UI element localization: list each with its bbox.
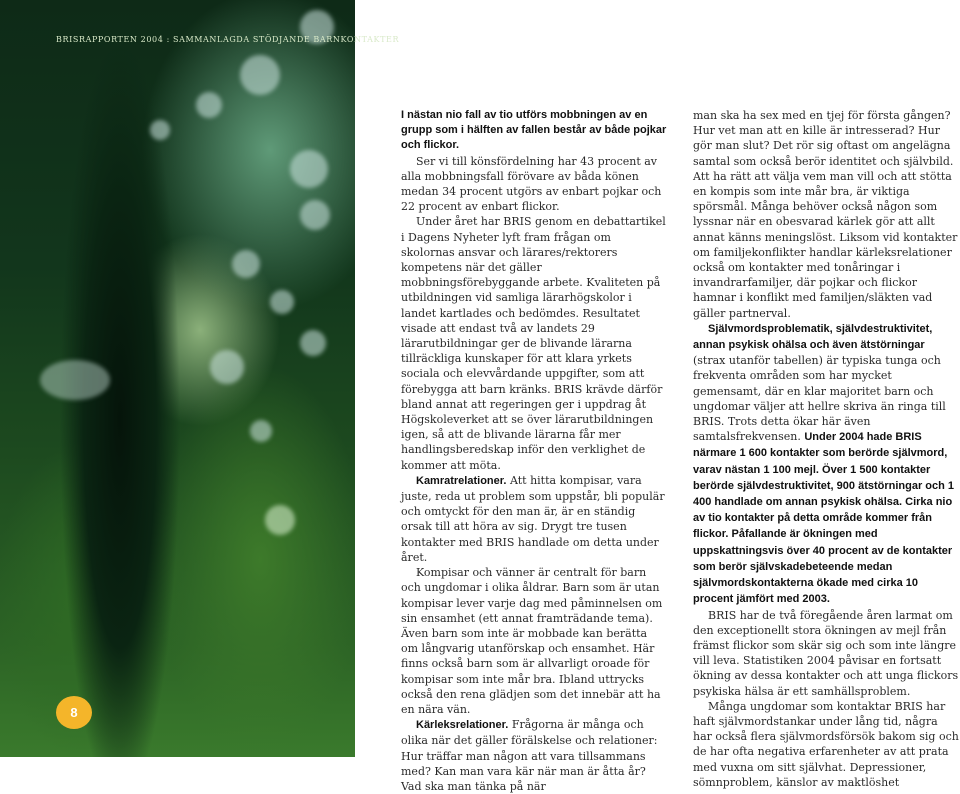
bokeh-light	[290, 150, 328, 188]
paragraph: Under året har BRIS genom en debattartikel i Dagens Nyheter lyft fram frågan om skolornas ansvar och lärares/rektorers kompetens när det gäller mobbningsförebyggande arbete. Kvaliteten på utbildningen vid samliga lärarhögskolor i landet kartlades och bedömdes. Resultatet visade att endast två av landets 29 lärarutbildningar ger de blivande lärarna tillräckliga kunskaper för att klara yrkets sociala och elevvårdande uppgifter, som att förebygga att barn kränks. BRIS krävde därför bland annat att regeringen ger i uppdrag åt Högskoleverket att se över lärarutbildningen igen, så att de blivande lärarna får mer handlingsberedskap inför den verklighet de kommer att möta.	[401, 215, 666, 472]
paragraph	[401, 717, 667, 794]
bokeh-light	[250, 420, 272, 442]
bokeh-light	[210, 350, 244, 384]
section-heading-karleksrelationer: Kärleksrelationer.	[416, 719, 509, 732]
paragraph-text: (strax utanför tabellen) är typiska tunga och frekventa områden som har mycket gemensamt, där en klar majoritet barn och ungdomar väljer att hellre skriva än ringa till BRIS. Trots detta ökar här även samtalsfrekvensen.	[693, 354, 946, 444]
right-text-column	[693, 108, 959, 790]
left-text-column	[401, 108, 667, 794]
highlighted-statistics: Under 2004 hade BRIS närmare 1 600 kontakter som berörde självmord, varav nästan 1 100 mejl. Över 1 500 kontakter berörde självdestruktivitet, 900 ätstörningar och 1 400 handlade om annan psykisk ohälsa. Cirka nio av tio kontakter på detta område kommer från flickor. Påfallande är ökningen med uppskattningsvis över 40 procent av de kontakter som berör självskadebeteende medan självmordskontakterna ökade med cirka 10 procent jämfört med 2003.	[693, 431, 955, 606]
section-heading-kamratrelationer: Kamratrelationer.	[416, 474, 507, 487]
lead-paragraph: I nästan nio fall av tio utförs mobbningen av en grupp som i hälften av fallen består av både pojkar och flickor.	[401, 109, 667, 152]
paragraph	[693, 321, 959, 608]
bokeh-light	[270, 290, 294, 314]
bokeh-light	[232, 250, 260, 278]
page-number-badge: 8	[56, 696, 92, 729]
paragraph: man ska ha sex med en tjej för första gången? Hur vet man att en kille är intresserad? Hur gör man slut? Det rör sig oftast om angelägna samtal som också berör identitet och självbild. Att ha rätt att välja vem man vill och att stötta en kompis som inte mår bra, är viktiga spörsmål. Många behöver också någon som lyssnar när en obesvarad kärlek gör att allt annat känns meningslöst. Liksom vid kontakter om familjekonflikter handlar kärleksrelationer också om kontakter med tonåringar i invandrarfamiljer, där pojkar och flickor hamnar i konflikt med familjen/släkten vad gäller partnerval.	[693, 109, 958, 320]
paragraph-text: Frågorna är många och olika när det gäller förälskelse och relationer: Hur träffar man någon att vara tillsammans med? Kan man vara kär när man är åtta år? Vad ska man tänka på när	[401, 718, 658, 793]
bokeh-light	[40, 360, 110, 400]
running-header: BRISRAPPORTEN 2004 : SAMMANLAGDA STÖDJANDE BARNKONTAKTER	[56, 35, 400, 44]
bokeh-light	[265, 505, 295, 535]
bokeh-light	[150, 120, 170, 140]
paragraph: Kompisar och vänner är centralt för barn och ungdomar i olika åldrar. Barn som är utan kompisar lever varje dag med påminnelsen om sin ensamhet (ett annat framträdande tema). Även barn som inte är mobbade kan berätta om långvarig utanförskap och ensamhet. Här finns också barn som är allvarligt oroade för kompisar som inte mår bra. Ibland uttrycks också den rena glädjen som det innebär att ha en nära vän.	[401, 566, 663, 716]
paragraph	[401, 473, 667, 565]
section-heading-sjalvmord: Självmordsproblematik, självdestruktivitet, annan psykisk ohälsa och även ätstörningar	[693, 322, 933, 352]
bokeh-light	[196, 92, 222, 118]
forest-photo	[0, 0, 400, 757]
paragraph: Många ungdomar som kontaktar BRIS har haft självmordstankar under lång tid, några har också flera självmordsförsök bakom sig och de har ofta negativa erfarenheter av att prata med vuxna om sitt självhat. Depressioner, sömnproblem, känslor av maktlöshet	[693, 699, 959, 789]
bokeh-light	[300, 200, 330, 230]
paragraph: Ser vi till könsfördelning har 43 procent av alla mobbningsfall förövare av båda könen medan 34 procent utgörs av enbart pojkar och 22 procent av enbart flickor.	[401, 154, 662, 214]
bokeh-light	[240, 55, 280, 95]
paragraph-text: Att hitta kompisar, vara juste, reda ut problem som uppstår, bli populär och omtyckt för den man är, är en ständig orsak till att höra av sig. Drygt tre tusen kontakter med BRIS handlade om detta under året.	[401, 473, 665, 564]
bokeh-light	[300, 330, 326, 356]
paragraph: BRIS har de två föregående åren larmat om den exceptionellt stora ökningen av mejl från främst flickor som skär sig och som inte längre vill leva. Statistiken 2004 påvisar en fortsatt ökning av dessa kontakter och att unga flickors psykiska hälsa är ett samhällsproblem.	[693, 608, 959, 698]
